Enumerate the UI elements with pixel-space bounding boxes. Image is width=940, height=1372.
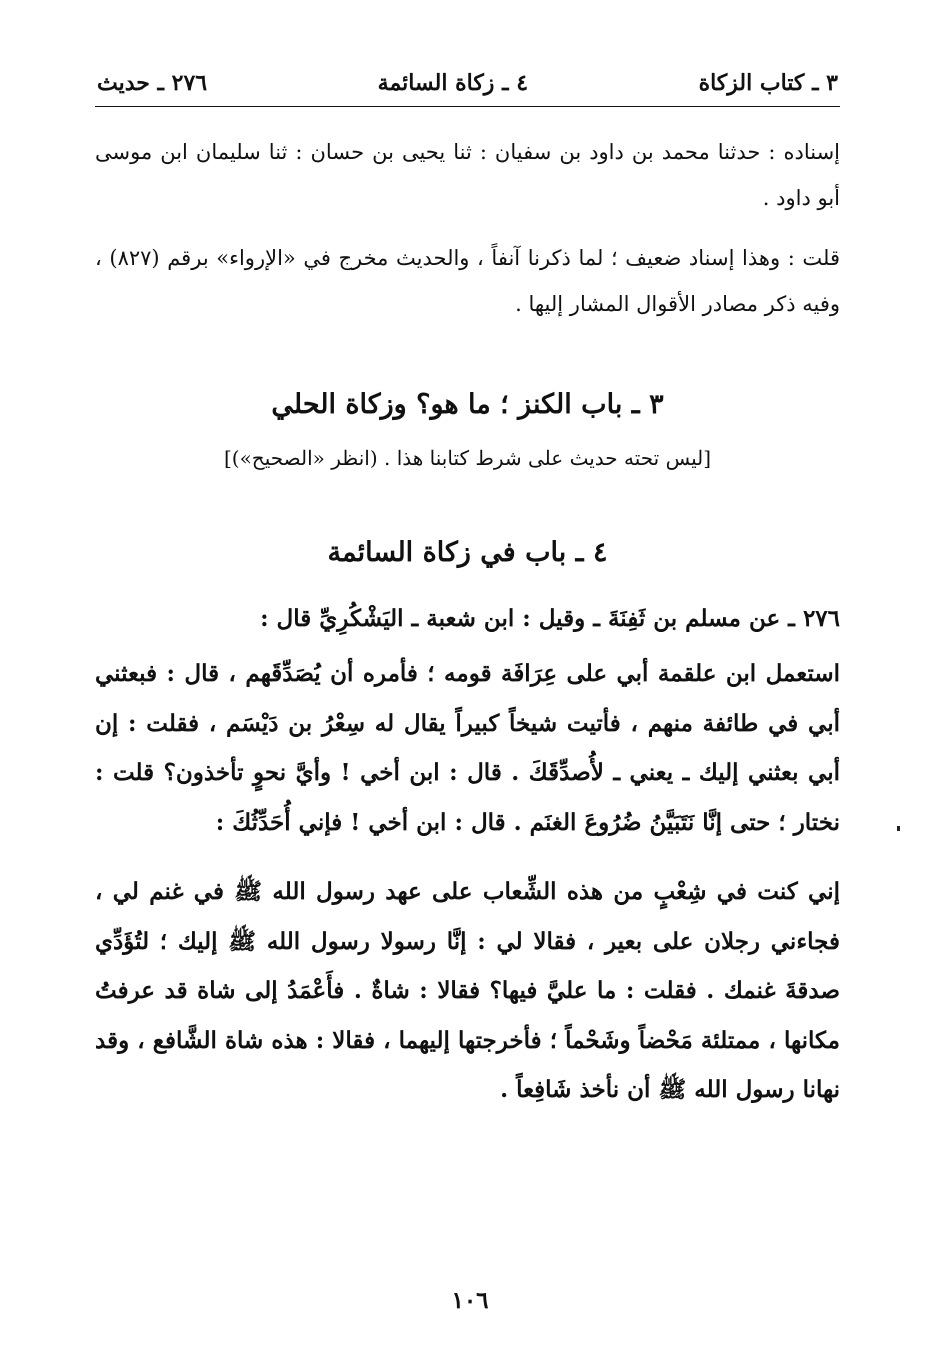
running-head-chapter: ٤ ـ زكاة السائمة bbox=[377, 70, 529, 96]
commentary-paragraph: قلت : وهذا إسناد ضعيف ؛ لما ذكرنا آنفاً ، والحديث مخرج في «الإرواء» برقم (٨٢٧) ، وفيه ذكر مصادر الأقوال المشار إليها . bbox=[95, 246, 840, 316]
chapter-3-note: [ليس تحته حديث على شرط كتابنا هذا . (انظر «الصحيح»)] bbox=[223, 446, 712, 470]
chapter-3-title: ٣ ـ باب الكنز ؛ ما هو؟ وزكاة الحلي bbox=[271, 389, 664, 420]
isnad-paragraph: إسناده : حدثنا محمد بن داود بن سفيان : ثنا يحيى بن حسان : ثنا سليمان ابن موسى أبو داود . bbox=[95, 140, 840, 210]
hadith-paragraph-2: إني كنت في شِعْبٍ من هذه الشِّعاب على عهد رسول الله ﷺ في غنم لي ، فجاءني رجلان على بعير ، فقالا لي : إنَّا رسولا رسول الله ﷺ إليك ؛ لتُؤَدِّي صدقةَ غنمك . فقلت : ما عليَّ فيها؟ فقالا : شاةٌ . فأَعْمَدُ إلى شاة قد عرفتُ مكانها ، ممتلئة مَحْضاً وشَحْماً ؛ فأخرجتها إليهما ، فقالا : هذه شاة الشَّافع ، وقد نهانا رسول الله ﷺ أن نأخذ شَافِعاً . bbox=[95, 878, 840, 1103]
header-rule bbox=[95, 106, 840, 107]
running-head-hadith-number: ٢٧٦ ـ حديث bbox=[97, 70, 208, 96]
margin-mark bbox=[897, 826, 900, 831]
page-number: ١٠٦ bbox=[451, 1287, 489, 1314]
running-head bbox=[95, 70, 840, 104]
chapter-4-title: ٤ ـ باب في زكاة السائمة bbox=[327, 537, 608, 568]
hadith-heading: ٢٧٦ ـ عن مسلم بن ثَفِنَةَ ـ وقيل : ابن شعبة ـ اليَشْكُرِيِّ قال : bbox=[260, 605, 840, 632]
book-page bbox=[95, 70, 840, 1115]
running-head-book: ٣ ـ كتاب الزكاة bbox=[698, 70, 838, 96]
hadith-paragraph-1: استعمل ابن علقمة أبي على عِرَافَة قومه ؛ فأمره أن يُصَدِّقَهم ، قال : فبعثني أبي في طائفة منهم ، فأتيت شيخاً كبيراً يقال له سِعْرُ بن دَيْسَم ، فقلت : إن أبي بعثني إليك ـ يعني ـ لأُصدِّقَكَ . قال : ابن أخي ! وأيَّ نحوٍ تأخذون؟ قلت : نختار ؛ حتى إنَّا نَتَبَيَّنُ ضُرُوعَ الغنَم . قال : ابن أخي ! فإني أُحَدِّثُكَ : bbox=[95, 660, 840, 836]
